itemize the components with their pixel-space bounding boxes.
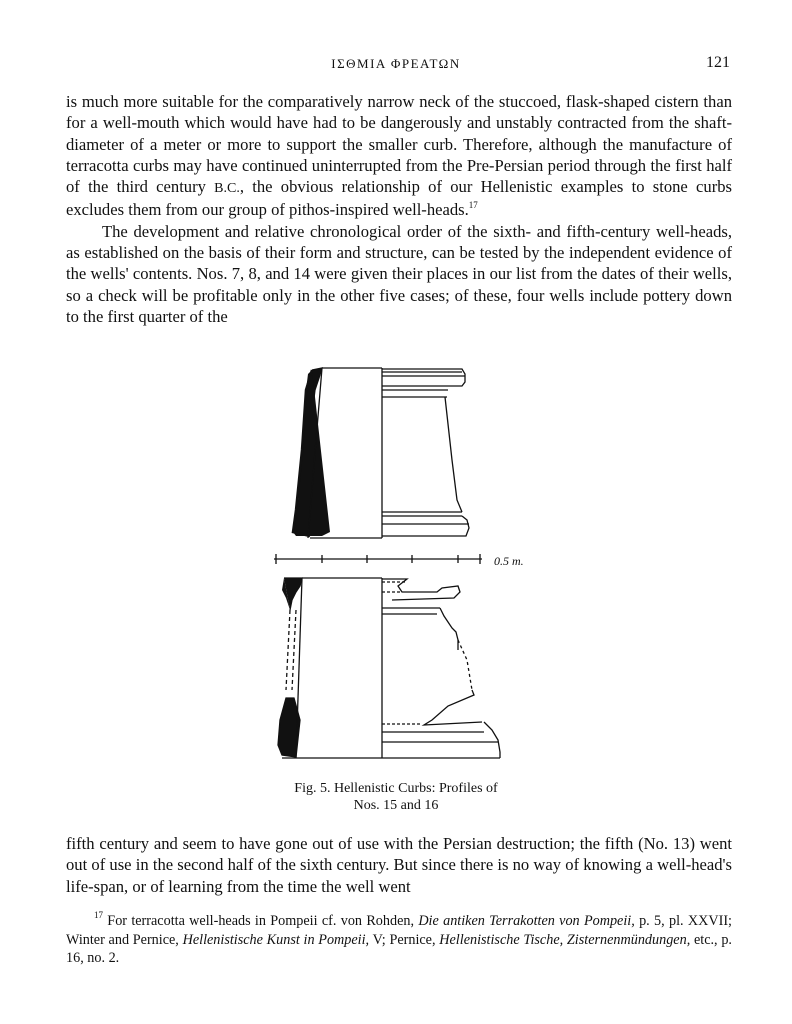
figure-5 <box>262 360 552 770</box>
paragraph-1-text-b: , the obvious relationship of our Hellenistic examples to stone curbs excludes them from our group of pithos-inspired well-heads. <box>66 177 732 220</box>
footnote-17 <box>66 912 732 968</box>
paragraph-2: The development and relative chronological order of the sixth- and fifth-century well-heads, as established on the basis of their form and structure, can be tested by the independent evidence of the wells' contents. Nos. 7, 8, and 14 were given their places in our list from the dates of their wells, so a check will be profitable only in the other five cases; of these, four wells include pottery down to the first quarter of the <box>66 221 732 326</box>
page-number: 121 <box>706 54 730 71</box>
footnote-text-d: etc., p. 16, no. 2. <box>66 931 732 966</box>
running-head <box>0 56 792 76</box>
footnote-text-b: p. 5, pl. XXVII; Winter and Pernice, <box>66 913 732 948</box>
footnote-title-c: Hellenistische Tische, Zisternenmündungen, <box>439 931 691 948</box>
paragraph-3: fifth century and seem to have gone out of use with the Persian destruction; the fifth (No. 13) went out of use in the second half of the sixth century. But since there is no way of knowing a well-head's life-span, or of learning from the time the well went <box>66 834 732 896</box>
main-text-top <box>66 91 732 327</box>
paragraph-1-text-a: is much more suitable for the comparatively narrow neck of the stuccoed, flask-shaped cistern than for a well-mouth which would have had to be dangerously and unstably contracted from the shaft-diameter of a meter or more to support the smaller curb. Therefore, although the manufacture of terracotta curbs may have continued uninterrupted from the Pre-Persian period through the first half of the third century <box>66 92 732 197</box>
caption-line-1: Fig. 5. Hellenistic Curbs: Profiles of <box>294 781 498 796</box>
footnote-text-a: For terracotta well-heads in Pompeii cf. von Rohden, <box>103 913 419 929</box>
footnote-ref[interactable]: 17 <box>468 200 478 211</box>
figure-caption <box>0 780 792 814</box>
scale-label: 0.5 m. <box>494 554 524 568</box>
bc-abbrev: B.C. <box>214 181 240 197</box>
paragraph-1 <box>66 91 732 221</box>
running-head-title: ΙΣΘΜΙΑ ΦΡΕΑΤΩΝ <box>331 56 461 71</box>
caption-line-2: Nos. 15 and 16 <box>353 798 439 813</box>
main-text-bottom <box>66 833 732 897</box>
footnote-number: 17 <box>94 910 103 920</box>
footnote-text-c: V; Pernice, <box>369 931 440 948</box>
curb-profiles-drawing <box>262 360 552 770</box>
footnote-title-b: Hellenistische Kunst in Pompeii, <box>182 931 370 948</box>
footnote-title-a: Die antiken Terrakotten von Pompeii, <box>418 913 635 929</box>
scale-bar <box>274 554 482 564</box>
